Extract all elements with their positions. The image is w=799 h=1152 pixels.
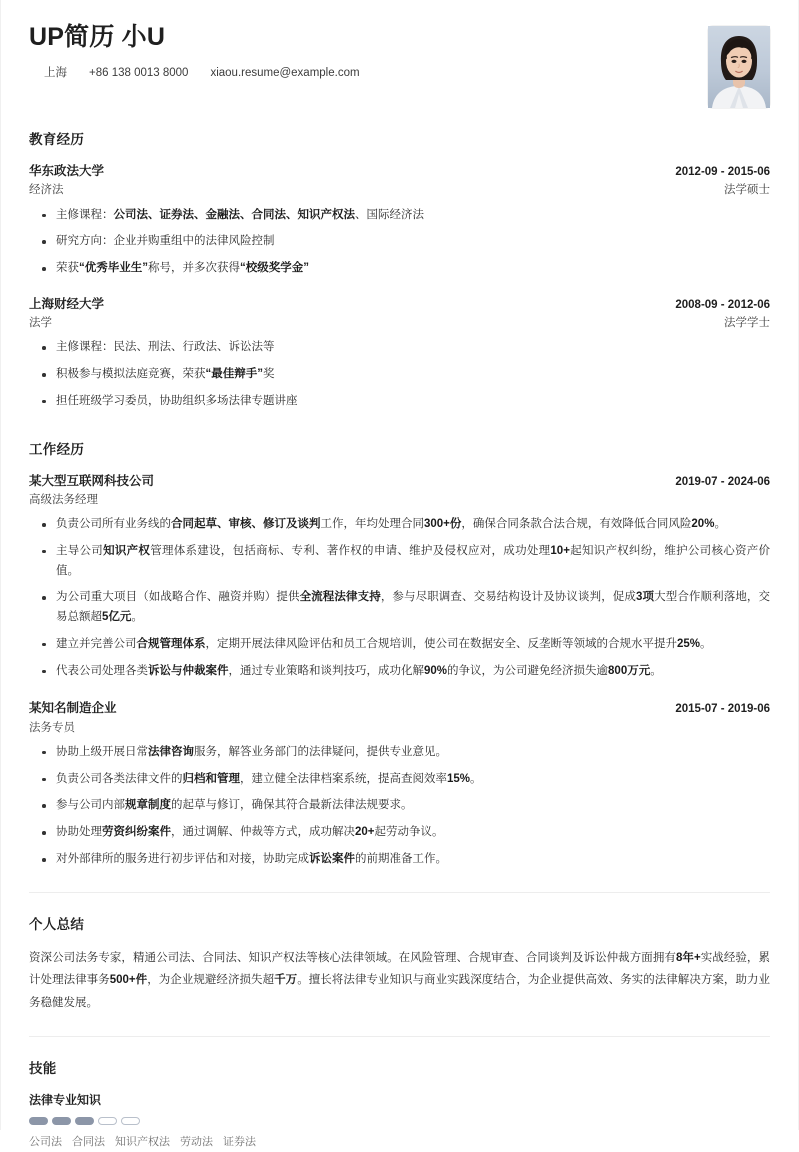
skill-pip-filled — [75, 1117, 94, 1125]
list-item: 参与公司内部规章制度的起草与修订，确保其符合最新法律法规要求。 — [29, 796, 770, 816]
section-skills — [29, 1036, 770, 1152]
skill-tags — [29, 1134, 770, 1152]
list-item: 积极参与模拟法庭竞赛，荣获“最佳辩手”奖 — [29, 365, 770, 385]
candidate-name: UP简历 小U — [29, 23, 166, 51]
job-title: 高级法务经理 — [29, 493, 98, 506]
list-item: 担任班级学习委员，协助组织多场法律专题讲座 — [29, 392, 770, 412]
school-name: 上海财经大学 — [29, 296, 105, 311]
entry-head — [29, 472, 770, 491]
list-item: 主修课程：民法、刑法、行政法、诉讼法等 — [29, 338, 770, 358]
section-title-skills: 技能 — [29, 1061, 57, 1077]
list-item: 研究方向：企业并购重组中的法律风险控制 — [29, 232, 770, 252]
skill-tag: 公司法 — [29, 1136, 62, 1149]
skill-tag: 证券法 — [223, 1136, 256, 1149]
skill-pip-filled — [52, 1117, 71, 1125]
profile-photo-illustration — [708, 26, 770, 108]
list-item: 荣获“优秀毕业生”称号，并多次获得“校级奖学金” — [29, 259, 770, 279]
company-name: 某知名制造企业 — [29, 701, 117, 716]
company-name: 某大型互联网科技公司 — [29, 473, 155, 488]
work-bullets — [29, 515, 770, 681]
company-date: 2015-07 - 2019-06 — [675, 703, 770, 716]
education-bullets — [29, 206, 770, 279]
section-work — [29, 412, 770, 870]
section-title-summary: 个人总结 — [29, 916, 85, 932]
list-item: 协助上级开展日常法律咨询服务，解答业务部门的法律疑问，提供专业意见。 — [29, 743, 770, 763]
list-item: 主修课程：公司法、证券法、金融法、合同法、知识产权法、国际经济法 — [29, 206, 770, 226]
list-item: 代表公司处理各类诉讼与仲裁案件，通过专业策略和谈判技巧，成功化解90%的争议，为公司避免经济损失逾800万元。 — [29, 662, 770, 682]
contact-email: xiaou.resume@example.com — [210, 67, 360, 80]
skill-group-name: 法律专业知识 — [29, 1093, 102, 1108]
skill-pip-empty — [121, 1117, 140, 1125]
skill-tag: 劳动法 — [180, 1136, 213, 1149]
work-entry — [29, 699, 770, 869]
contact-location: 上海 — [44, 67, 67, 80]
skill-tag: 合同法 — [72, 1136, 105, 1149]
list-item: 负责公司各类法律文件的归档和管理，建立健全法律档案系统，提高查阅效率15%。 — [29, 770, 770, 790]
entry-sub — [29, 315, 770, 332]
degree: 法学学士 — [724, 317, 770, 330]
entry-sub — [29, 182, 770, 199]
school-date: 2012-09 - 2015-06 — [675, 166, 770, 178]
skill-tag: 知识产权法 — [115, 1136, 170, 1149]
skill-level-meter — [29, 1117, 770, 1125]
summary-text: 资深公司法务专家，精通公司法、合同法、知识产权法等核心法律领域。在风险管理、合规审查、合同谈判及诉讼仲裁方面拥有8年+实战经验，累计处理法律事务500+件，为企业规避经济损失超千万。擅长将法律专业知识与商业实践深度结合，为企业提供高效、务实的法律解决方案，助力业务稳健发展。 — [29, 951, 771, 1009]
entry-head — [29, 699, 770, 718]
education-entry — [29, 295, 770, 412]
list-item: 为公司重大项目（如战略合作、融资并购）提供全流程法律支持，参与尽职调查、交易结构设计及协议谈判，促成3项大型合作顺利落地，交易总额超5亿元。 — [29, 588, 770, 628]
work-entry — [29, 472, 770, 682]
section-title-education: 教育经历 — [29, 132, 85, 147]
entry-sub — [29, 720, 770, 737]
section-title-work: 工作经历 — [29, 441, 85, 457]
section-education — [29, 112, 770, 412]
list-item: 建立并完善公司合规管理体系，定期开展法律风险评估和员工合规培训，使公司在数据安全、反垄断等领域的合规水平提升25%。 — [29, 635, 770, 655]
skill-pip-filled — [29, 1117, 48, 1125]
education-bullets — [29, 338, 770, 411]
entry-sub — [29, 492, 770, 509]
school-date: 2008-09 - 2012-06 — [675, 298, 770, 311]
job-title: 法务专员 — [29, 721, 75, 734]
contact-row — [29, 65, 708, 81]
entry-head — [29, 295, 770, 314]
major: 法学 — [29, 317, 52, 330]
contact-phone: +86 138 0013 8000 — [89, 67, 189, 80]
list-item: 主导公司知识产权管理体系建设，包括商标、专利、著作权的申请、维护及侵权应对，成功处理10+起知识产权纠纷，维护公司核心资产价值。 — [29, 542, 770, 582]
resume-header — [29, 0, 770, 112]
company-date: 2019-07 - 2024-06 — [675, 475, 770, 488]
education-entry — [29, 162, 770, 279]
entry-head — [29, 162, 770, 181]
degree: 法学硕士 — [724, 184, 770, 197]
major: 经济法 — [29, 184, 64, 197]
skill-group — [29, 1091, 770, 1152]
list-item: 对外部律所的服务进行初步评估和对接，协助完成诉讼案件的前期准备工作。 — [29, 850, 770, 870]
header-left — [29, 22, 708, 81]
section-summary — [29, 892, 770, 1014]
list-item: 负责公司所有业务线的合同起草、审核、修订及谈判工作，年均处理合同300+份，确保合同条款合法合规，有效降低合同风险20%。 — [29, 515, 770, 535]
list-item: 协助处理劳资纠纷案件，通过调解、仲裁等方式，成功解决20+起劳动争议。 — [29, 823, 770, 843]
work-bullets — [29, 743, 770, 870]
school-name: 华东政法大学 — [29, 164, 105, 178]
profile-photo — [708, 26, 770, 108]
skill-pip-empty — [98, 1117, 117, 1125]
